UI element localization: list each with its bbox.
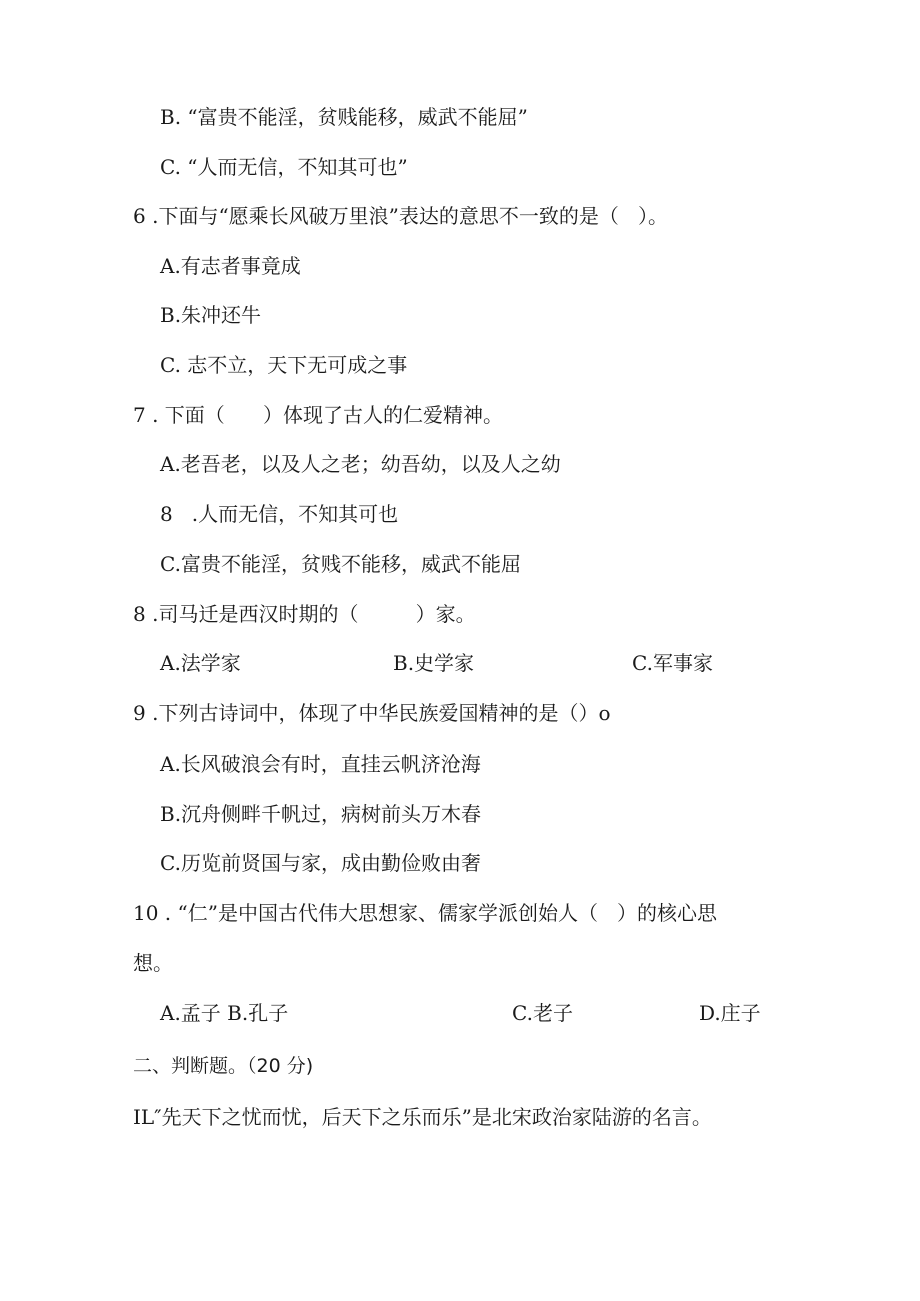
q9-stem: 9 .下列古诗词中，体现了中华民族爱国精神的是（）o bbox=[133, 701, 611, 725]
q6-option-a: A.有志者事竟成 bbox=[160, 254, 301, 278]
q7-option-b: 8 .人而无信，不知其可也 bbox=[160, 502, 399, 526]
q10-option-ab: A.孟子 B.孔子 bbox=[160, 1001, 289, 1025]
q8-option-b: B.史学家 bbox=[393, 651, 475, 675]
q5-option-b: B. “富贵不能淫，贫贱能移，威武不能屈” bbox=[160, 105, 528, 129]
q8-stem: 8 .司马迁是西汉时期的（ ）家。 bbox=[133, 602, 476, 626]
q8-option-a: A.法学家 bbox=[160, 651, 241, 675]
q10-stem-line1: 10 . “仁”是中国古代伟大思想家、儒家学派创始人（ ）的核心思 bbox=[133, 901, 718, 925]
q10-option-c: C.老子 bbox=[512, 1001, 573, 1025]
q6-stem: 6 .下面与“愿乘长风破万里浪”表达的意思不一致的是（ ）。 bbox=[133, 204, 668, 228]
q6-option-c: C. 志不立，天下无可成之事 bbox=[160, 353, 408, 377]
q7-stem: 7 . 下面（ ）体现了古人的仁爱精神。 bbox=[133, 403, 503, 427]
q11-statement: IL″先天下之忧而忧，后天下之乐而乐”是北宋政治家陆游的名言。 bbox=[133, 1105, 712, 1129]
q8-option-c: C.军事家 bbox=[632, 651, 713, 675]
q9-option-c: C.历览前贤国与家，成由勤俭败由奢 bbox=[160, 851, 481, 875]
section-2-heading: 二、判断题。（20 分) bbox=[133, 1055, 314, 1077]
q10-stem-line2: 想。 bbox=[133, 951, 173, 975]
q7-option-a: A.老吾老，以及人之老；幼吾幼，以及人之幼 bbox=[160, 452, 561, 476]
q9-option-a: A.长风破浪会有时，直挂云帆济沧海 bbox=[160, 752, 481, 776]
q10-option-d: D.庄子 bbox=[699, 1001, 761, 1025]
q6-option-b: B.朱冲还牛 bbox=[160, 303, 262, 327]
q7-option-c: C.富贵不能淫，贫贱不能移，威武不能屈 bbox=[160, 552, 521, 576]
q5-option-c: C. “人而无信，不知其可也” bbox=[160, 155, 408, 179]
q9-option-b: B.沉舟侧畔千帆过，病树前头万木春 bbox=[160, 802, 482, 826]
